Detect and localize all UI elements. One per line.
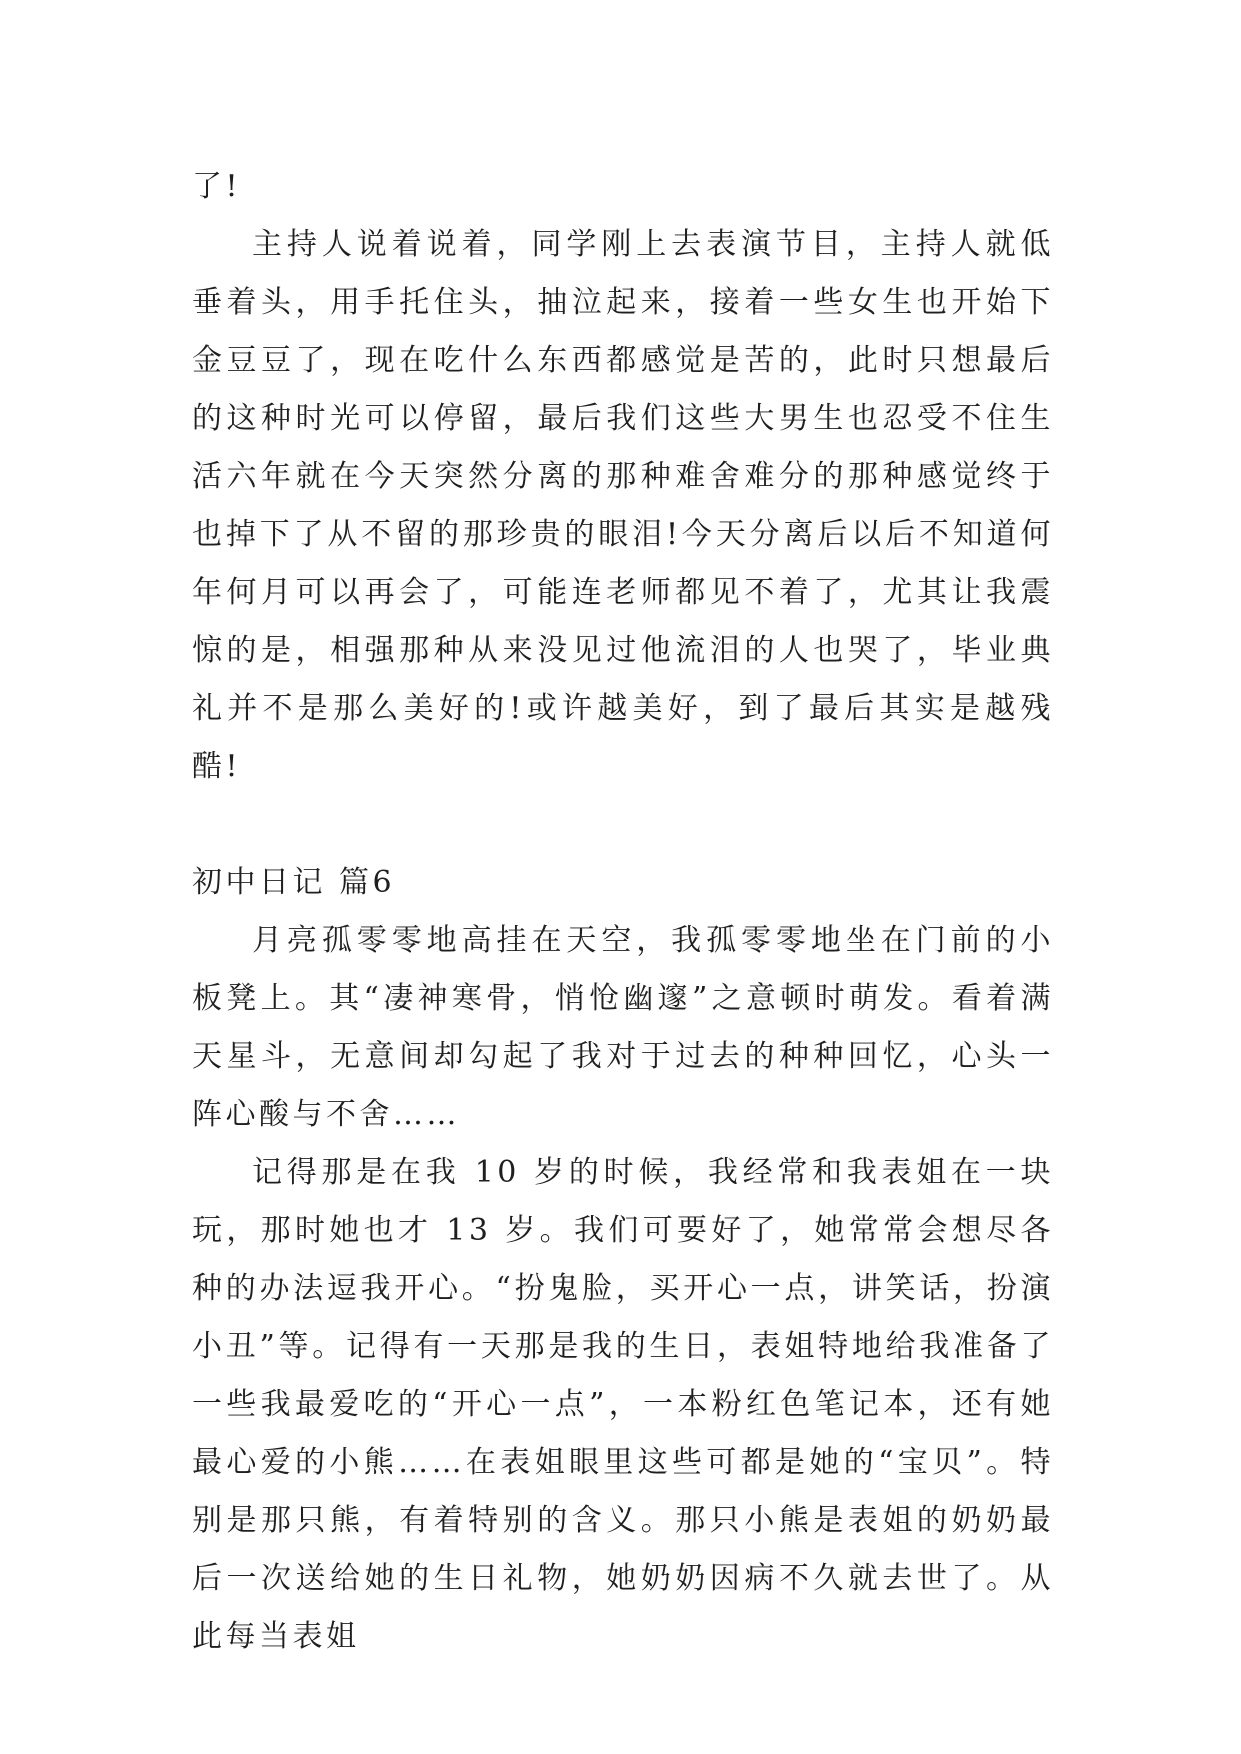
section-gap — [192, 796, 1054, 854]
paragraph-graduation: 主持人说着说着，同学刚上去表演节目，主持人就低垂着头，用手托住头，抽泣起来，接着一些女生也开始下金豆豆了，现在吃什么东西都感觉是苦的，此时只想最后的这种时光可以停留，最后我们这些大男生也忍受不住生活六年就在今天突然分离的那种难舍难分的那种感觉终于也掉下了从不留的那珍贵的眼泪!今天分离后以后不知道何年何月可以再会了，可能连老师都见不着了，尤其让我震惊的是，相强那种从来没见过他流泪的人也哭了，毕业典礼并不是那么美好的!或许越美好，到了最后其实是越残酷! — [192, 227, 1054, 784]
continuation-text: 了! — [192, 169, 242, 204]
section-title: 初中日记 篇6 — [192, 865, 396, 900]
document-body — [192, 158, 1054, 1666]
paragraph-cousin: 记得那是在我 10 岁的时候，我经常和我表姐在一块玩，那时她也才 13 岁。我们可要好了，她常常会想尽各种的办法逗我开心。“扮鬼脸，买开心一点，讲笑话，扮演小丑”等。记得有一天那是我的生日，表姐特地给我准备了一些我最爱吃的“开心一点”，一本粉红色笔记本，还有她最心爱的小熊……在表姐眼里这些可都是她的“宝贝”。特别是那只熊，有着特别的含义。那只小熊是表姐的奶奶最后一次送给她的生日礼物，她奶奶因病不久就去世了。从此每当表姐 — [192, 1155, 1054, 1654]
paragraph-moon: 月亮孤零零地高挂在天空，我孤零零地坐在门前的小板凳上。其“凄神寒骨，悄怆幽邃”之意顿时萌发。看着满天星斗，无意间却勾起了我对于过去的种种回忆，心头一阵心酸与不舍…… — [192, 923, 1054, 1132]
